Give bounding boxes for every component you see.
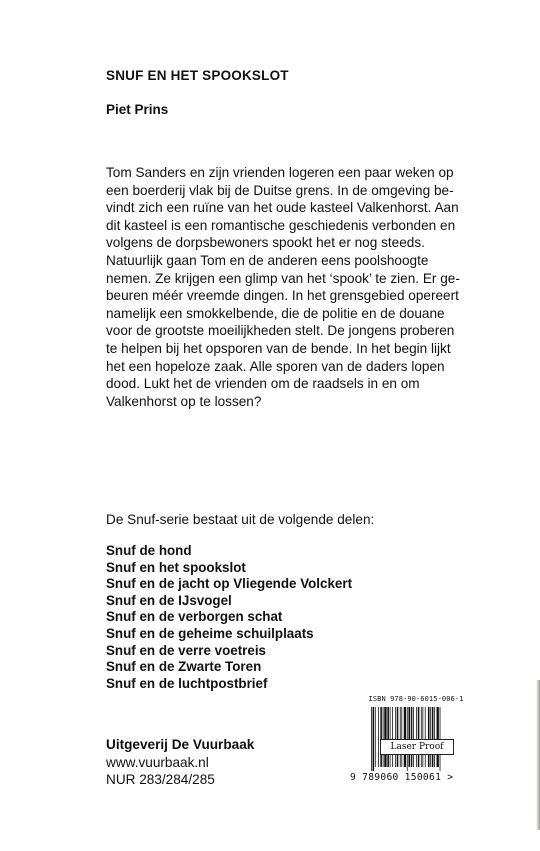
blurb-line: Tom Sanders en zijn vrienden logeren een paar weken op	[106, 165, 454, 180]
barcode-bar	[395, 707, 396, 767]
barcode-bar	[422, 707, 423, 767]
barcode-bar	[401, 707, 402, 767]
series-list	[106, 543, 352, 692]
series-item: Snuf en de verborgen schat	[106, 609, 283, 625]
blurb-line: te helpen bij het opsporen van de bende. In het begin lijkt	[106, 340, 451, 356]
blurb-line: dit kasteel is een romantische geschiedenis verbonden en	[106, 217, 456, 233]
barcode-bar	[375, 707, 376, 767]
page-edge	[536, 680, 540, 830]
blurb-line: vindt zich een ruïne van het oude kasteel Valkenhorst. Aan	[106, 200, 459, 216]
blurb-line: volgens de dorpsbewoners spookt het er nog steeds.	[106, 235, 425, 251]
blurb-line: het een hopeloze zaak. Alle sporen van de daders lopen	[106, 358, 445, 374]
barcode-bar	[428, 707, 430, 767]
book-author: Piet Prins	[106, 102, 169, 117]
barcode-bar	[383, 707, 384, 767]
barcode-bar	[425, 707, 426, 767]
barcode-bar	[416, 707, 417, 767]
barcode-bar	[434, 707, 435, 767]
barcode-bar	[400, 707, 401, 767]
series-item: Snuf en de luchtpostbrief	[106, 675, 268, 691]
blurb-line: nemen. Ze krijgen een glimp van het ‘spook’ te zien. Er ge-	[106, 270, 460, 286]
series-item: Snuf en het spookslot	[106, 559, 246, 575]
barcode-bar	[404, 707, 406, 767]
blurb-line: een boerderij vlak bij de Duitse grens. In de omgeving be-	[106, 182, 454, 198]
series-item: Snuf en de jacht op Vliegende Volckert	[106, 576, 353, 592]
barcode-bar	[437, 707, 439, 767]
series-item: Snuf en de Zwarte Toren	[106, 659, 262, 675]
series-item: Snuf en de verre voetreis	[106, 642, 267, 658]
barcode-bar	[378, 707, 379, 767]
blurb-line: voor de grootste moeilijkheden stelt. De jongens proberen	[106, 323, 455, 339]
publisher-name: Uitgeverij De Vuurbaak	[106, 737, 255, 752]
series-intro: De Snuf-serie bestaat uit de volgende delen:	[106, 512, 375, 527]
barcode-bar	[413, 707, 414, 767]
barcode-bar	[392, 707, 393, 767]
barcode-bar	[411, 707, 413, 767]
blurb-line: dood. Lukt het de vrienden om de raadsels in en om	[106, 376, 420, 392]
laser-proof-label: Laser Proof	[380, 739, 454, 755]
barcode-bar	[421, 707, 422, 767]
blurb-line: Natuurlijk gaan Tom en de anderen eens poolshoogte	[106, 252, 429, 268]
barcode-bar	[373, 707, 375, 771]
series-item: Snuf en de geheime schuilplaats	[106, 625, 314, 641]
barcode-bar	[371, 707, 372, 771]
series-item: Snuf en de IJsvogel	[106, 592, 232, 608]
book-title: SNUF EN HET SPOOKSLOT	[106, 68, 289, 83]
barcode-bar	[432, 707, 434, 767]
nur-code: NUR 283/284/285	[106, 772, 215, 787]
publisher-website: www.vuurbaak.nl	[106, 755, 209, 770]
barcode-bar	[380, 707, 382, 767]
barcode-bar	[387, 707, 389, 767]
barcode-bar	[390, 707, 391, 767]
isbn-text: ISBN 978-90-6015-006-1	[368, 695, 464, 703]
barcode-bar	[384, 707, 386, 767]
barcode-bar	[418, 707, 420, 767]
blurb-line: namelijk een smokkelbende, die de politie en de douane	[106, 305, 445, 321]
blurb-line: Valkenhorst op te lossen?	[106, 393, 262, 409]
barcode-bar	[397, 707, 399, 767]
barcode-bar	[430, 707, 431, 767]
blurb	[106, 164, 460, 410]
blurb-line: beuren méér vreemde dingen. In het grensgebied opereert	[106, 288, 459, 304]
series-item: Snuf de hond	[106, 543, 192, 558]
barcode-bar	[408, 707, 410, 767]
barcode-digits: 9 789060 150061 >	[350, 772, 454, 783]
